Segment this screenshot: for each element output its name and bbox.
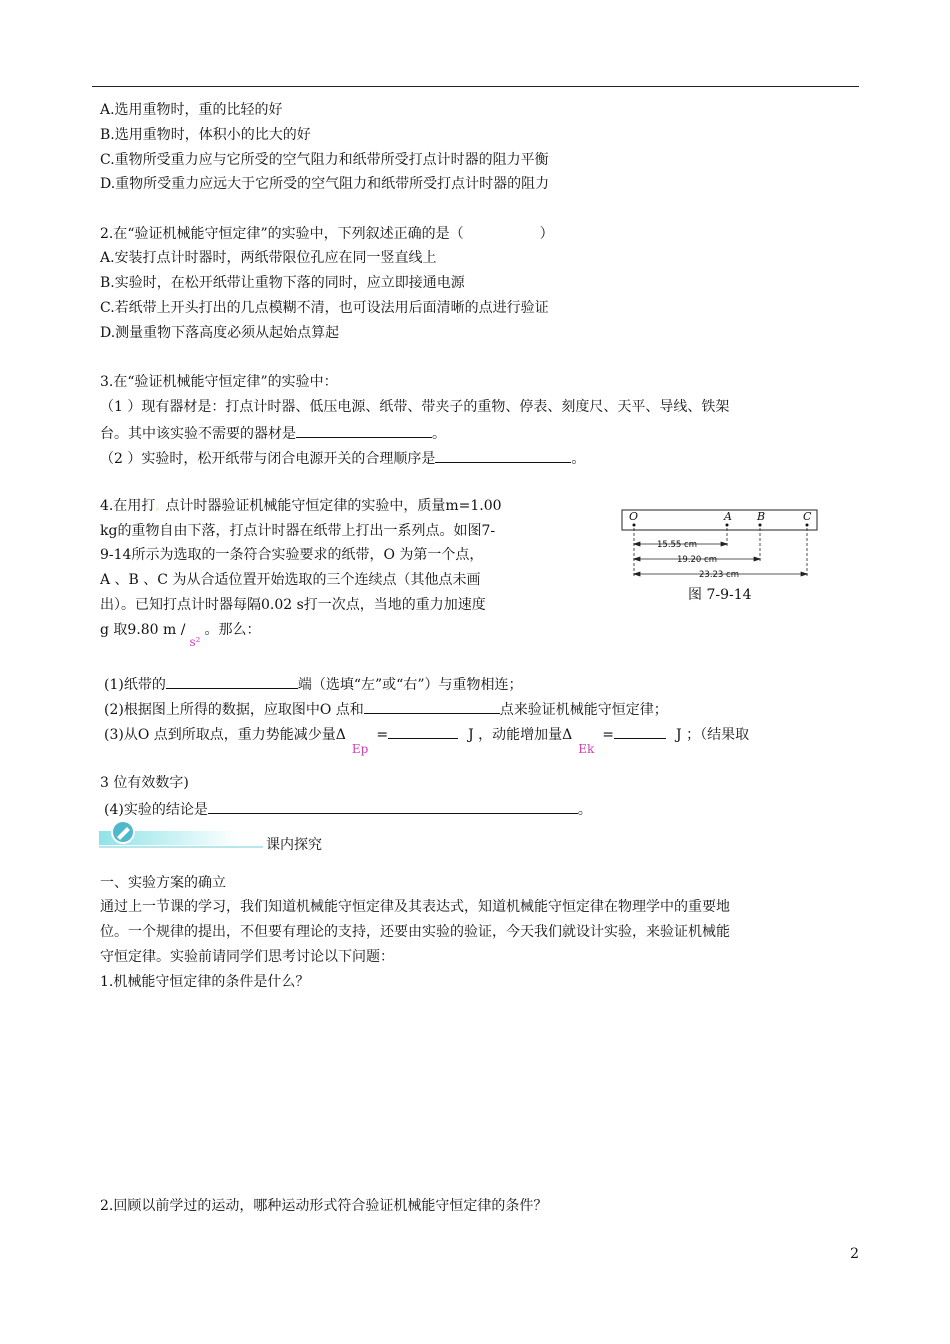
q4-sub1-blank[interactable] [166, 674, 298, 689]
q4-sub4 [104, 799, 592, 819]
q2-option-a: A.安装打点计时器时，两纸带限位孔应在同一竖直线上 [100, 250, 437, 266]
ep-answer-blank[interactable] [388, 724, 458, 739]
q4-sub4-a: (4)实验的结论是 [104, 802, 208, 818]
ek-symbol: Ek [578, 742, 595, 756]
q4-sub1 [104, 674, 522, 694]
q4-sub3-eq1: = [376, 727, 389, 743]
figure-caption: 图 7-9-14 [688, 587, 752, 603]
q4-sub3-e: J ；（结果取 [676, 727, 750, 743]
q4-sub1-b: 端（选填“左”或“右”）与重物相连； [297, 677, 523, 693]
q3-part1-line2 [100, 423, 446, 443]
dot-o [633, 524, 636, 527]
ek-answer-blank[interactable] [614, 724, 666, 739]
q4-sub3-eq2: = [602, 727, 615, 743]
q1-option-a: A.选用重物时，重的比轻的好 [100, 102, 283, 118]
section-question-2: 2.回顾以前学过的运动，哪种运动形式符合验证机械能守恒定律的条件？ [100, 1198, 548, 1214]
q4-sub3-a: (3)从O 点到所取点，重力势能减少量Δ [104, 727, 346, 743]
q4-line1a: 4.在用打 [100, 498, 156, 514]
section-para-line2: 位。一个规律的提出，不但要有理论的支持，还要由实验的验证，今天我们就设计实验，来验证机械能 [100, 924, 730, 940]
q4-line3: 9-14所示为选取的一条符合实验要求的纸带，O 为第一个点， [100, 547, 484, 563]
q4-line6a: g 取9.80 m / [100, 622, 186, 638]
q3-part2-text: （2 ）实验时，松开纸带与闭合电源开关的合理顺序是 [100, 451, 436, 467]
q4-sub3-cont: 3 位有效数字) [100, 775, 189, 791]
q4-line4: A 、B 、C 为从合适位置开始选取的三个连续点（其他点未画 [100, 572, 481, 588]
q4-sub2-blank[interactable] [364, 699, 500, 714]
section-banner [99, 819, 263, 851]
q4-line1b: 点计时器验证机械能守恒定律的实验中，质量m=1.00 [165, 498, 502, 514]
ep-symbol: Ep [351, 742, 369, 756]
q2-option-d: D.测量重物下落高度必须从起始点算起 [100, 325, 340, 341]
q3-part1-line1: （1 ）现有器材是：打点计时器、低压电源、纸带、带夹子的重物、停表、刻度尺、天平、导线、铁架 [100, 399, 730, 415]
q3-period-1: 。 [432, 426, 446, 442]
q4-sub2-b: 点来验证机械能守恒定律； [499, 702, 668, 718]
section-para-line3: 守恒定律。实验前请同学们思考讨论以下问题： [100, 949, 394, 965]
dim-arrow-ob-right [754, 557, 760, 561]
header-rule [92, 86, 859, 87]
q4-sub4-blank[interactable] [208, 799, 578, 814]
q2-stem [100, 225, 554, 243]
q4-line1 [100, 497, 502, 517]
dim-label-oc: 23.23 cm [699, 570, 739, 580]
q4-sub4-b: 。 [577, 802, 592, 818]
q3-period-2: 。 [571, 451, 586, 467]
q4-line6 [100, 621, 261, 649]
dim-arrow-oa-right [721, 542, 727, 546]
q4-sub2-a: (2)根据图上所得的数据，应取图中O 点和 [104, 702, 364, 718]
q2-option-c: C.若纸带上开头打出的几点模糊不清，也可设法用后面清晰的点进行验证 [100, 300, 549, 316]
dim-arrow-ob-left [634, 557, 640, 561]
q2-stem-end: ） [539, 226, 554, 242]
paper-tape [622, 510, 817, 530]
point-label-o: O [629, 510, 639, 523]
q4-sub2 [104, 699, 668, 719]
dot-c [806, 524, 809, 527]
section-question-1: 1.机械能守恒定律的条件是什么？ [100, 974, 310, 990]
page-number: 2 [850, 1246, 859, 1262]
dim-arrow-oa-left [634, 542, 640, 546]
dim-arrow-oc-right [801, 572, 807, 576]
point-label-b: B [757, 510, 766, 523]
q4-stray-mark: 。 [155, 502, 166, 513]
q3-answer-blank-1[interactable] [296, 423, 432, 438]
dot-a [726, 524, 729, 527]
q4-line5: 出）。已知打点计时器每隔0.02 s打一次点，当地的重力加速度 [100, 597, 486, 613]
q4-line2: kg的重物自由下落，打点计时器在纸带上打出一系列点。如图7- [100, 523, 496, 539]
point-label-a: A [724, 510, 732, 523]
q3-part2 [100, 448, 585, 468]
q4-accel-unit: s² [189, 635, 201, 649]
point-label-c: C [803, 510, 812, 523]
q3-stem: 3.在“验证机械能守恒定律”的实验中： [100, 374, 338, 390]
q2-stem-text: 2.在“验证机械能守恒定律”的实验中，下列叙述正确的是（ [100, 226, 464, 242]
q3-part1-text: 台。其中该实验不需要的器材是 [100, 426, 296, 442]
dot-b [759, 524, 762, 527]
q2-option-b: B.实验时，在松开纸带让重物下落的同时，应立即接通电源 [100, 275, 465, 291]
q1-option-b: B.选用重物时，体积小的比大的好 [100, 127, 311, 143]
q1-option-d: D.重物所受重力应远大于它所受的空气阻力和纸带所受打点计时器的阻力 [100, 176, 550, 192]
section-para-line1: 通过上一节课的学习，我们知道机械能守恒定律及其表达式，知道机械能守恒定律在物理学中的重要地 [100, 899, 730, 915]
q4-sub1-a: (1)纸带的 [104, 677, 166, 693]
dim-label-oa: 15.55 cm [657, 540, 697, 550]
q1-option-c: C.重物所受重力应与它所受的空气阻力和纸带所受打点计时器的阻力平衡 [100, 152, 549, 168]
dim-label-ob: 19.20 cm [677, 555, 717, 565]
q4-line6b: 。那么： [204, 622, 261, 638]
dim-arrow-oc-left [634, 572, 640, 576]
section-title: 课内探究 [266, 837, 322, 853]
q4-sub3 [104, 724, 750, 756]
q4-sub3-c: J ，动能增加量Δ [468, 727, 573, 743]
section-heading: 一、实验方案的确立 [100, 875, 226, 891]
q3-answer-blank-2[interactable] [435, 448, 571, 463]
